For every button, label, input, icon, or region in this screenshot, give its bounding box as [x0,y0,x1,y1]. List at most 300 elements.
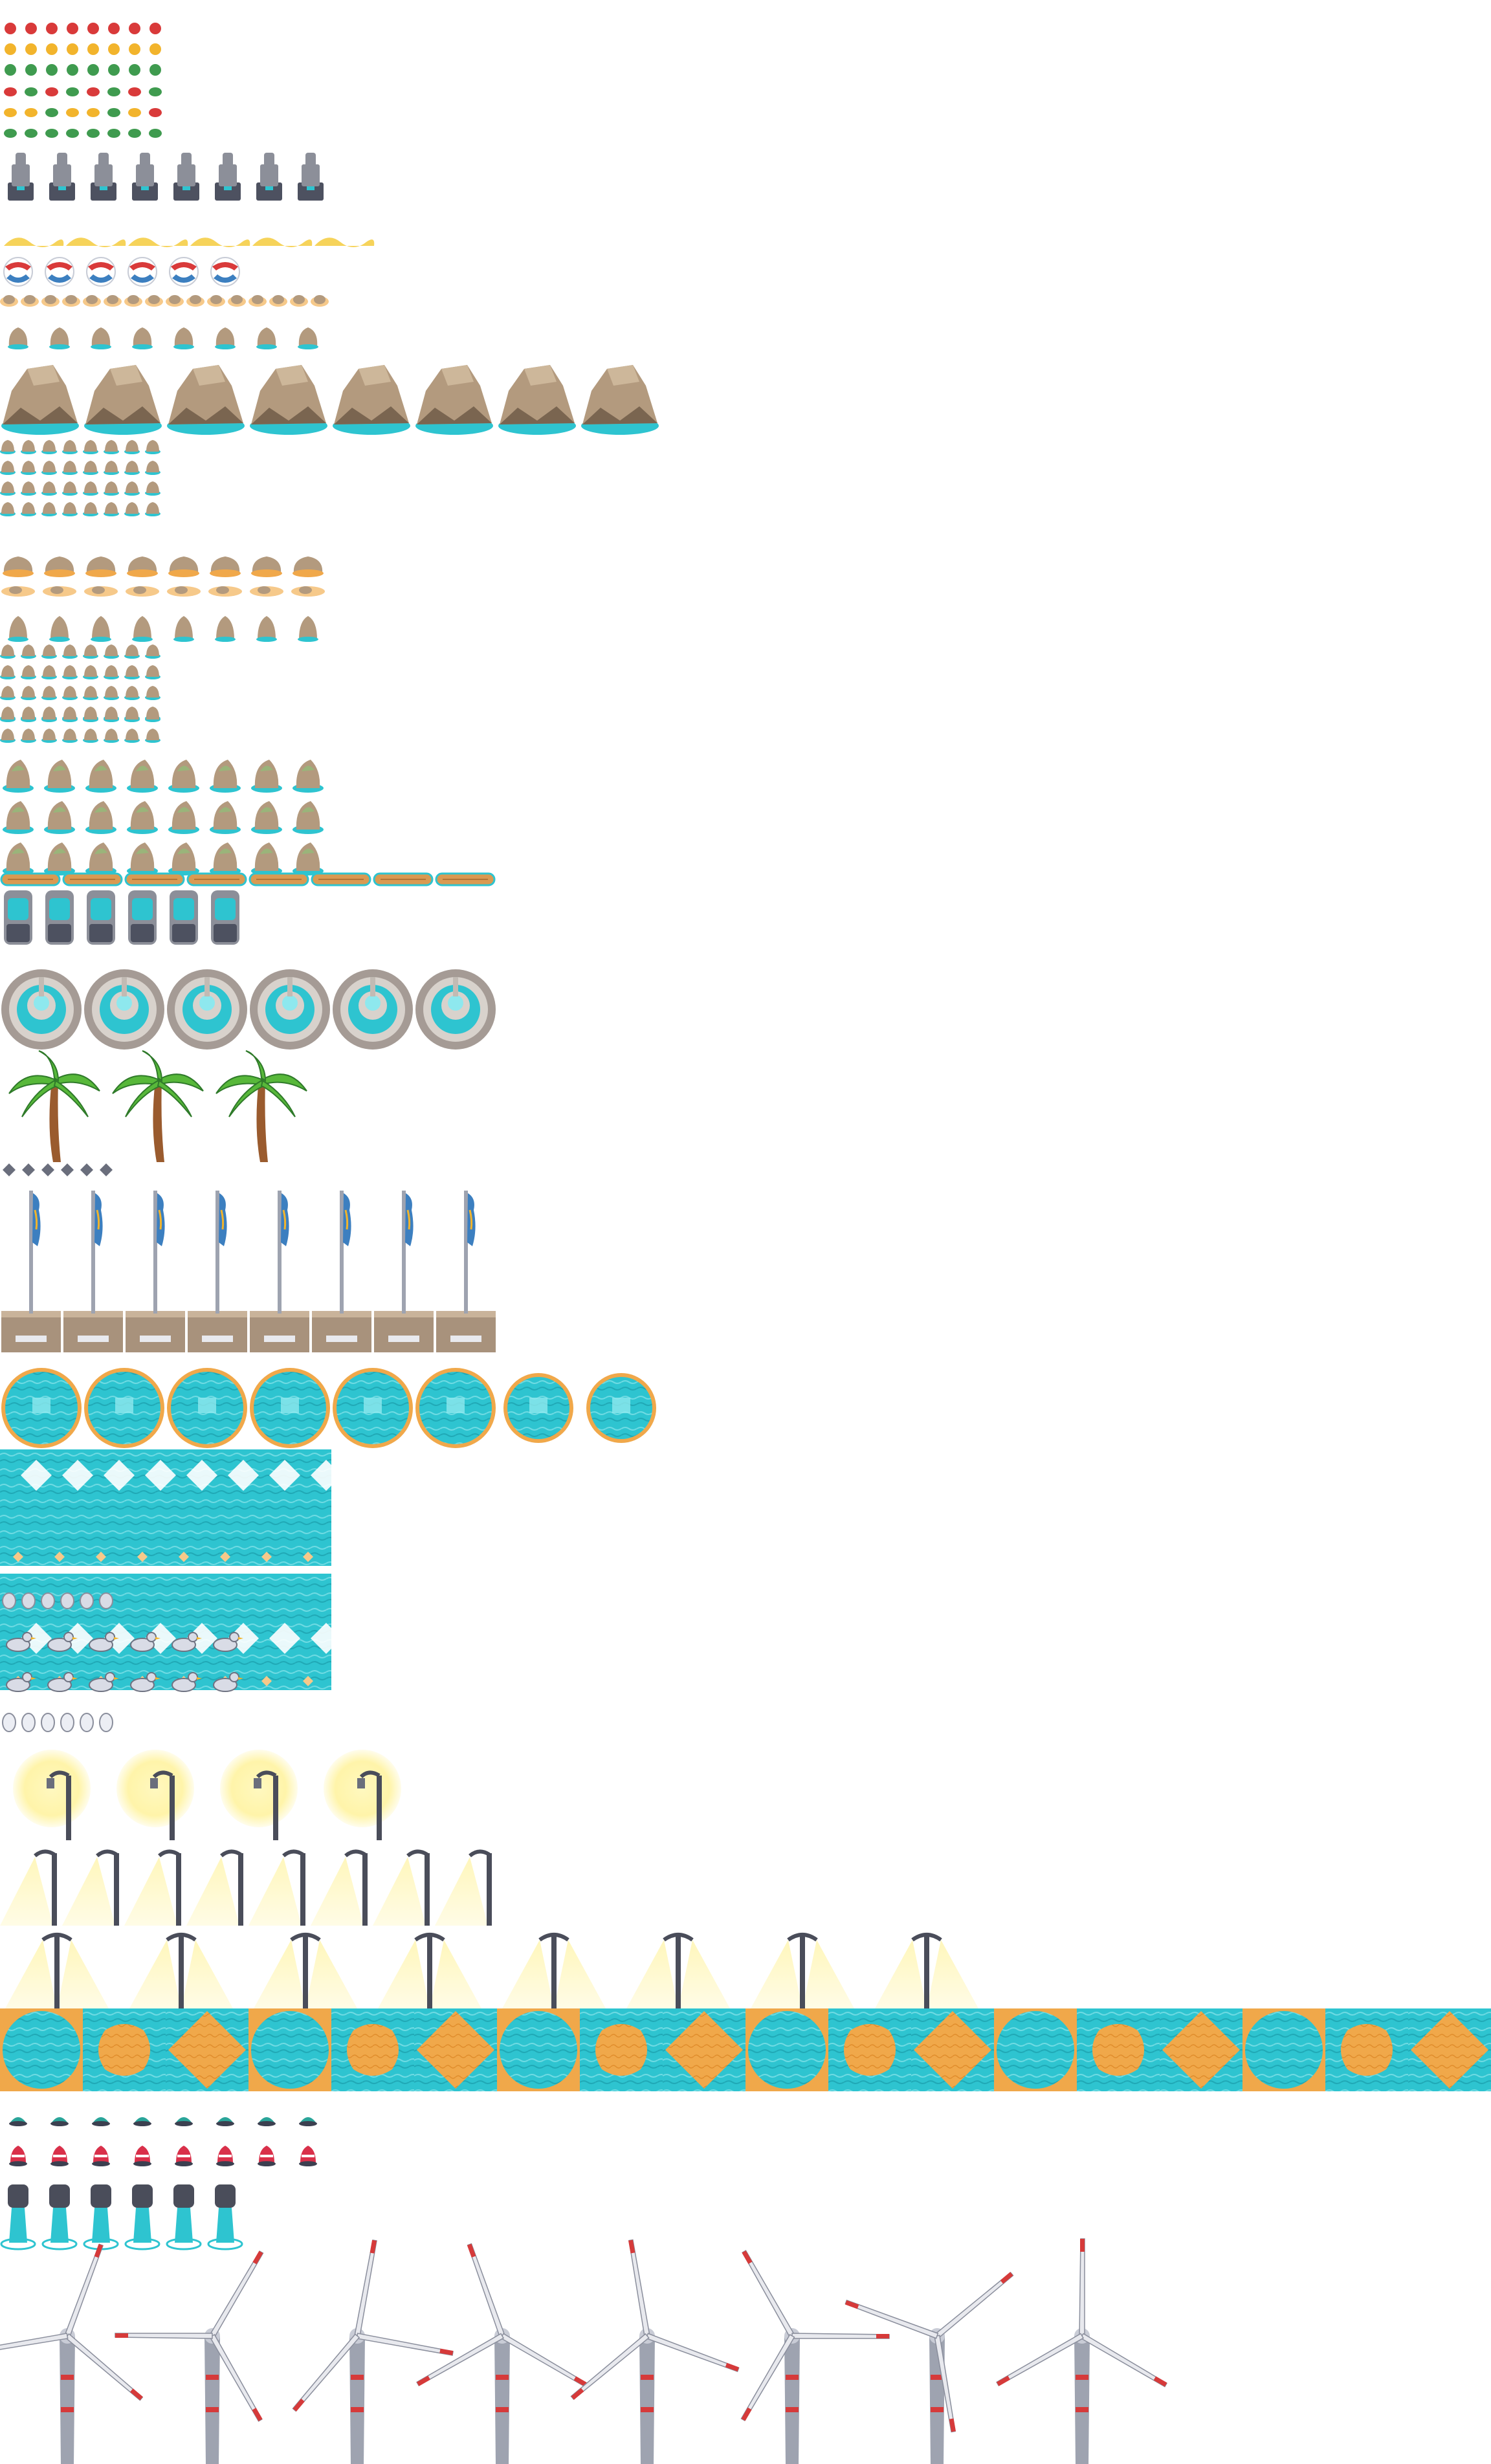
rock-icon [41,644,57,659]
rock-icon [3,801,34,834]
rock-icon [41,295,60,307]
buoy-icon [92,2146,110,2166]
rock-icon [0,644,16,659]
water-tiles [0,1449,342,1690]
shell-icon [45,108,58,117]
rock-icon [21,644,36,659]
orb-icon [87,23,99,34]
rock-icon [145,686,160,700]
tiny-rock-grid [0,440,160,516]
rock-icon [83,665,98,679]
rock-icon [3,760,34,793]
pipe-icon [167,2184,201,2249]
orb-icon [149,23,161,34]
rock-icon [41,481,57,496]
small-orbs-red [5,23,161,34]
rock-icon [228,295,246,307]
buoy-icon [299,2117,317,2126]
rock-icon [215,616,236,642]
sand-rocks-flat [1,556,325,597]
water-tile-icon [331,2008,414,2091]
rock-icon [83,729,98,743]
lamp-icon [311,1851,368,1926]
rock-icon [21,708,36,722]
tiny-rock-grid-2 [0,644,160,743]
fountain-icon [84,969,164,1050]
bird-icon [3,1593,16,1609]
water-tile-icon [911,2008,994,2091]
water-tile-icon [828,2008,911,2091]
rock-icon [145,502,160,516]
lamp-icon [13,1750,91,1840]
stone-fountains-small [4,890,239,945]
rock-icon [293,556,324,577]
egg-icon [100,1713,113,1732]
sand-icon [4,237,63,247]
statue-icon [132,153,158,201]
rock-icon [333,365,410,435]
orb-icon [25,64,37,76]
rock-icon [0,708,16,722]
water-tile-icon [1242,2008,1325,2091]
rock-icon [126,586,159,597]
rock-icon [207,295,225,307]
rock-icon [124,665,140,679]
sand-icon [128,237,188,247]
rock-icon [83,440,98,454]
shell-icon [66,87,79,96]
rock-icon [311,295,329,307]
rock-icon [0,481,16,496]
rock-icon [251,801,282,834]
rock-icon [291,586,325,597]
pipe-icon [208,2184,242,2249]
rock-icon [251,842,282,875]
rock-icon [1,586,35,597]
pipe-icon [84,2184,118,2249]
rock-icon [132,327,153,349]
water-tile-icon [83,2008,166,2091]
buoy-icon [216,2146,234,2166]
orb-icon [87,64,99,76]
flag-icon [1,1191,61,1352]
water-tile-icon [497,2008,580,2091]
fountain-icon [250,969,330,1050]
rock-icon [173,616,194,642]
rock-icon [0,665,16,679]
palm-icon [9,1051,100,1162]
rock-icon [498,365,576,435]
shell-icon [45,129,58,138]
buoy-icon [9,2117,27,2126]
rock-icon [269,295,287,307]
gem-icon [100,1163,113,1176]
water-tile-icon [663,2008,746,2091]
bird-icon [100,1593,113,1609]
rock-icon [41,665,57,679]
rock-icon [124,481,140,496]
rock-icon [124,461,140,475]
lamp-icon [324,1750,401,1840]
rock-icon [210,760,241,793]
lamps-beam-single [0,1851,492,1926]
lamp-icon [378,1935,481,2008]
rock-icon [62,708,78,722]
large-rocks-water [1,365,659,435]
gem-icon [41,1163,54,1176]
rock-icon [127,556,158,577]
small-orbs [4,23,162,138]
rock-icon [104,708,119,722]
small-shells-green [4,129,162,138]
rock-spires [8,616,318,642]
orb-icon [46,64,58,76]
rock-icon [145,665,160,679]
orb-icon [46,43,58,55]
rock-icon [62,665,78,679]
fountain-icon [211,890,239,945]
buoys [9,2117,317,2166]
buoy-icon [133,2117,151,2126]
rock-icon [173,327,194,349]
rock-icon [290,295,308,307]
water-tile-icon [166,2008,248,2091]
rock-icon [21,461,36,475]
rock-icon [0,461,16,475]
shell-icon [66,108,79,117]
rock-icon [104,644,119,659]
beach-ball-icon [170,258,198,286]
fountain-icon [128,890,157,945]
lamp-icon [116,1750,194,1840]
rock-icon [85,556,116,577]
orb-icon [46,23,58,34]
statue-icon [173,153,199,201]
lamp-icon [254,1935,357,2008]
beach-ball-icon [128,258,157,286]
rock-icon [0,440,16,454]
fountain-icon [167,969,247,1050]
gem-icon [61,1163,74,1176]
beach-ball-icon [4,258,32,286]
fountain-icon [45,890,74,945]
rock-icon [256,616,277,642]
shell-icon [4,108,17,117]
rock-icon [298,616,318,642]
flag-icon [436,1191,496,1352]
rock-icon [167,586,201,597]
lamp-icon [373,1851,430,1926]
rock-icon [132,616,153,642]
rock-icon [0,729,16,743]
water-tile-icon [580,2008,663,2091]
rock-icon [49,616,70,642]
driftwood [1,874,494,885]
small-orbs-green [5,64,161,76]
rock-icon [104,502,119,516]
pool-icon [84,1368,164,1448]
egg-icon [61,1713,74,1732]
rock-icon [124,502,140,516]
buoy-icon [175,2146,193,2166]
pipe-icon [1,2184,35,2249]
water-sand-tiles [0,2008,1491,2091]
rock-icon [41,502,57,516]
rock-icon [145,481,160,496]
rock-icon [49,327,70,349]
sand-icon [252,237,312,247]
buoy-icon [299,2146,317,2166]
rock-icon [21,295,39,307]
lamps-glow [13,1750,401,1840]
orb-icon [67,23,78,34]
orb-icon [87,43,99,55]
lamp-icon [62,1851,119,1926]
beach-ball-icon [45,258,74,286]
buoy-icon [258,2117,276,2126]
plank-icon [312,874,370,885]
rock-icon [104,295,122,307]
stone-statues [8,153,324,201]
orb-icon [25,23,37,34]
shell-icon [107,129,120,138]
rock-icon [251,556,282,577]
plank-icon [250,874,308,885]
rock-icon [44,556,75,577]
rock-icon [124,295,142,307]
rock-icon [581,365,659,435]
statue-icon [8,153,34,201]
buoy-icon [133,2146,151,2166]
bird-icon [22,1593,35,1609]
orb-icon [5,43,16,55]
pipe-icon [126,2184,159,2249]
orb-icon [25,43,37,55]
rock-icon [62,729,78,743]
pool-icon [250,1368,330,1448]
flag-icon [250,1191,309,1352]
small-shells-yellow [4,108,162,117]
rock-icon [124,729,140,743]
shell-icon [4,129,17,138]
rock-icon [104,440,119,454]
orb-icon [129,64,140,76]
turbine-icon [293,2240,454,2464]
rock-icon [145,644,160,659]
pool-icon [586,1373,656,1443]
water-tile-icon [1077,2008,1160,2091]
pool-icon [1,1368,82,1448]
stone-fountains-large [1,969,496,1050]
rock-icon [62,502,78,516]
rock-icon [91,616,111,642]
water-tile-icon [1325,2008,1408,2091]
rock-icon [0,295,18,307]
statue-icon [215,153,241,201]
statue-icon [49,153,75,201]
rock-icon [41,461,57,475]
turbine-icon [0,2244,143,2464]
rock-icon [85,760,116,793]
rock-icon [210,556,241,577]
egg-icon [41,1713,54,1732]
rock-icon [145,295,163,307]
fountain-icon [415,969,496,1050]
pool-icon [415,1368,496,1448]
sand-icon [190,237,250,247]
egg-icon [3,1713,16,1732]
rock-icon [21,665,36,679]
rock-icon [168,760,199,793]
lamp-icon [220,1750,298,1840]
buoy-icon [9,2146,27,2166]
lamps-beam-double [5,1935,978,2008]
buoy-icon [216,2117,234,2126]
pools [1,1368,656,1448]
pool-icon [167,1368,247,1448]
rock-icon [145,729,160,743]
lamp-icon [502,1935,606,2008]
rock-icon [43,586,76,597]
rock-icon [298,327,318,349]
shell-icon [149,108,162,117]
rock-icon [62,461,78,475]
shell-icon [87,87,100,96]
rock-icon [415,365,493,435]
rock-icon [44,801,75,834]
rock-icon [3,556,34,577]
rock-icon [21,729,36,743]
rock-icon [0,502,16,516]
rock-icon [256,327,277,349]
rock-icon [293,801,324,834]
orb-icon [67,43,78,55]
rock-icon [248,295,267,307]
flag-icon [63,1191,123,1352]
rock-icon [104,481,119,496]
rock-icon [104,686,119,700]
shell-icon [4,87,17,96]
rock-icon [83,644,98,659]
orb-icon [149,43,161,55]
statue-icon [91,153,116,201]
plank-icon [1,874,60,885]
shell-icon [107,87,120,96]
lamp-icon [5,1935,109,2008]
shell-icon [128,129,141,138]
palm-trees [9,1051,307,1162]
rock-icon [83,708,98,722]
tiny-gems [3,1163,113,1176]
rock-icon [62,644,78,659]
shell-icon [149,87,162,96]
orb-icon [5,23,16,34]
shell-icon [25,108,38,117]
rock-icon [145,708,160,722]
orb-icon [129,23,140,34]
lamp-icon [626,1935,730,2008]
rock-icon [166,295,184,307]
fountain-icon [333,969,413,1050]
bird-icon [41,1593,54,1609]
rock-icon [62,295,80,307]
rock-icon [83,502,98,516]
rock-icon [41,686,57,700]
sand-icon [66,237,126,247]
rock-icon [168,801,199,834]
shell-icon [107,108,120,117]
water-tile-icon [994,2008,1077,2091]
lamp-icon [124,1851,181,1926]
rock-icon [41,440,57,454]
rock-icon [41,708,57,722]
water-tile-icon [1408,2008,1491,2091]
rock-icon [83,686,98,700]
lamp-icon [435,1851,492,1926]
rock-icon [84,586,118,597]
shell-icon [128,108,141,117]
palm-icon [216,1051,307,1162]
rock-icon [210,842,241,875]
shell-icon [87,108,100,117]
shell-icon [87,129,100,138]
water-tile-icon [0,2008,83,2091]
rock-icon [83,481,98,496]
orb-icon [108,64,120,76]
lamp-icon [875,1935,978,2008]
orb-icon [129,43,140,55]
rock-icon [208,586,242,597]
rock-icon [62,686,78,700]
bird-icon [61,1593,74,1609]
turbine-icon [845,2272,1013,2464]
rock-icon [251,760,282,793]
pool-icon [503,1373,573,1443]
rock-icon [21,686,36,700]
pool-icon [333,1368,413,1448]
rock-icon [91,327,111,349]
plank-icon [188,874,246,885]
lamp-icon [0,1851,57,1926]
rock-icon [124,440,140,454]
turbine-icon [115,2250,263,2464]
rock-icon [127,760,158,793]
beach-ball-icon [87,258,115,286]
buoy-icon [175,2117,193,2126]
shell-icon [128,87,141,96]
rock-icon [293,760,324,793]
plank-icon [374,874,432,885]
plank-icon [436,874,494,885]
rock-icon [3,842,34,875]
buoy-icon [50,2117,69,2126]
shell-icon [25,87,38,96]
rock-icon [210,801,241,834]
lamp-icon [751,1935,854,2008]
small-rocks [8,327,318,349]
rock-icon [145,440,160,454]
lamp-icon [248,1851,305,1926]
rock-icon [293,842,324,875]
rock-icon [62,440,78,454]
rock-icon [0,686,16,700]
rock-icon [168,556,199,577]
statue-icon [298,153,324,201]
statue-icon [256,153,282,201]
gem-icon [80,1163,93,1176]
rock-icon [127,801,158,834]
flag-icon [188,1191,247,1352]
